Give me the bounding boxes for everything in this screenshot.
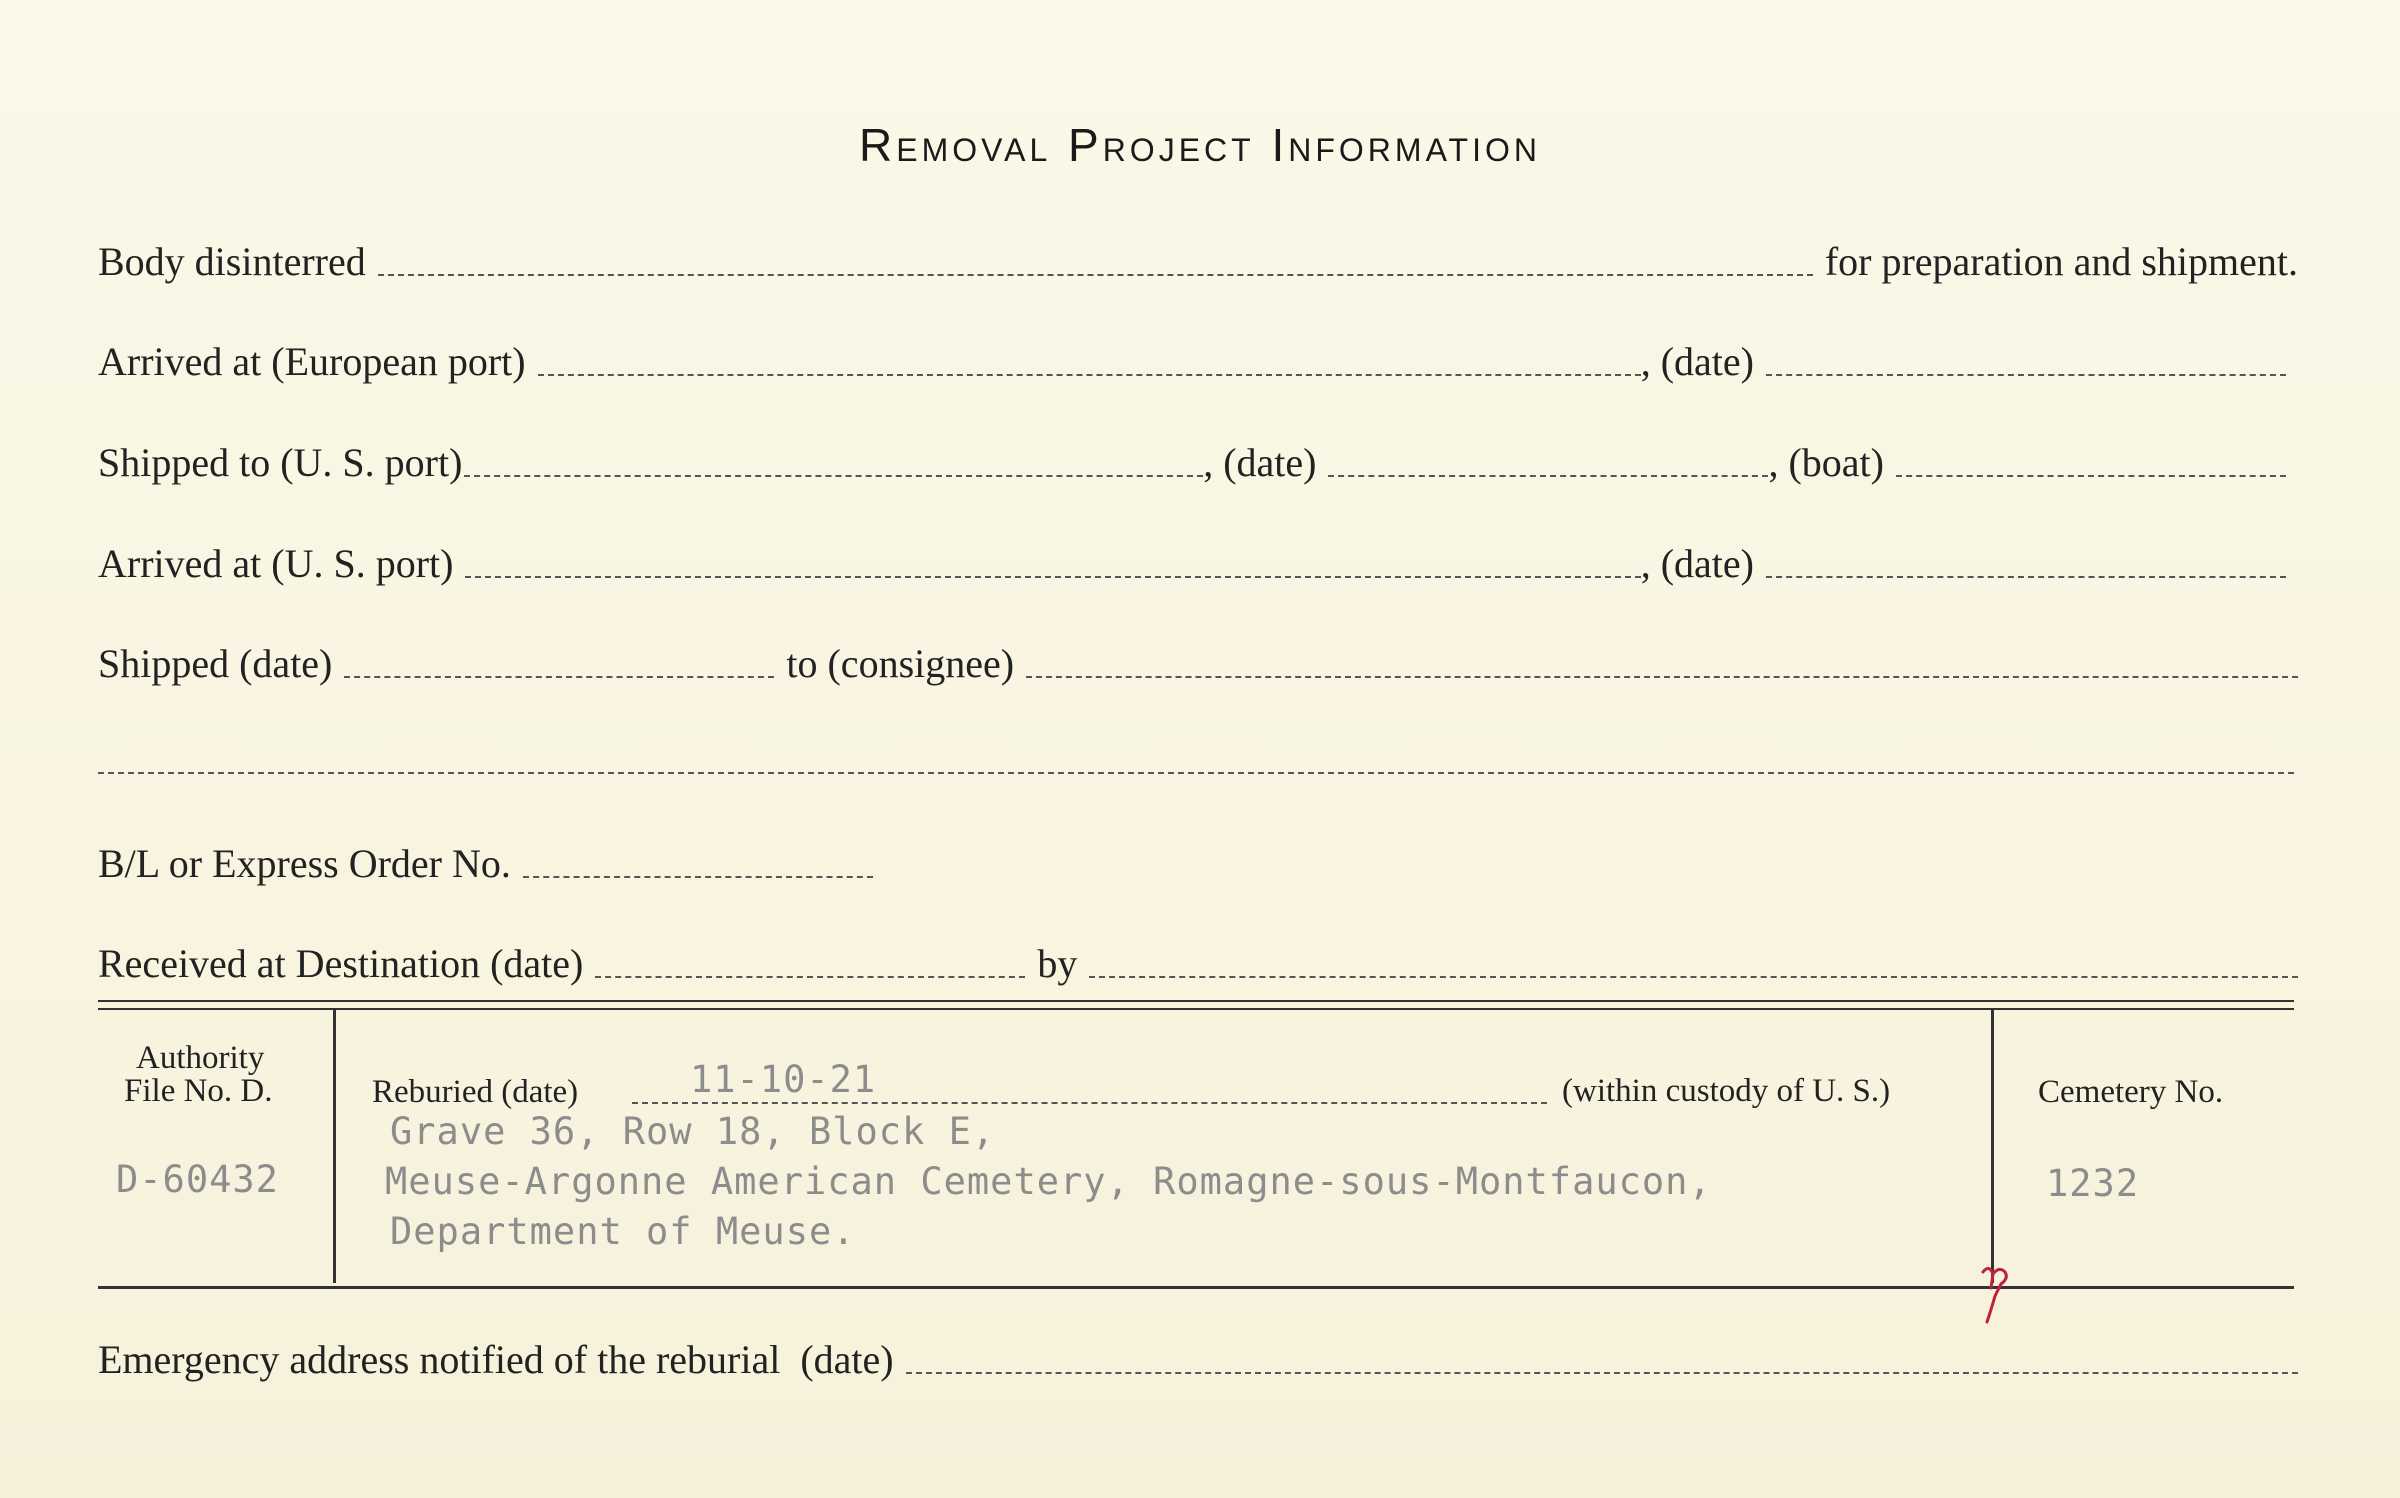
consignee-label: to (consignee)	[786, 641, 1015, 686]
reburied-date-value: 11-10-21	[690, 1058, 877, 1101]
shipped-us-port-field[interactable]	[464, 475, 1203, 477]
arrived-eu-label: Arrived at (European port)	[98, 339, 526, 384]
cemetery-no-label: Cemetery No.	[2038, 1074, 2224, 1110]
arrived-eu-port-field[interactable]	[538, 374, 1641, 376]
custody-label: (within custody of U. S.)	[1562, 1073, 1891, 1109]
box-top-double-rule	[98, 1000, 2294, 1010]
shipped-us-date-label: , (date)	[1203, 440, 1317, 485]
received-label: Received at Destination (date)	[98, 941, 584, 986]
box-divider-left	[333, 1010, 336, 1283]
body-disinterred-label: Body disinterred	[98, 239, 366, 284]
arrived-us-label: Arrived at (U. S. port)	[98, 541, 454, 586]
row-shipped-date	[98, 640, 2298, 690]
received-by-field[interactable]	[1089, 976, 2298, 978]
grave-location-line3: Department of Meuse.	[390, 1210, 856, 1253]
emergency-date-field[interactable]	[906, 1372, 2298, 1374]
arrived-us-date-field[interactable]	[1766, 576, 2286, 578]
row-arrived-us	[98, 540, 2298, 590]
emergency-label: Emergency address notified of the reburial (date)	[98, 1337, 894, 1382]
page-title: Removal Project Information	[859, 119, 1541, 171]
row-received	[98, 940, 2298, 990]
bl-order-field[interactable]	[523, 876, 873, 878]
shipped-us-boat-label: , (boat)	[1768, 440, 1884, 485]
consignee-field[interactable]	[1026, 676, 2298, 678]
grave-location-line1: Grave 36, Row 18, Block E,	[390, 1110, 996, 1153]
row-bl-order	[98, 840, 2298, 890]
grave-location-line2: Meuse-Argonne American Cemetery, Romagne-sous-Montfaucon,	[385, 1160, 1712, 1203]
row-shipped-us	[98, 439, 2298, 489]
bl-order-label: B/L or Express Order No.	[98, 841, 511, 886]
consignee-continuation-field[interactable]	[98, 772, 2294, 774]
row-emergency	[98, 1336, 2298, 1386]
arrived-eu-date-label: , (date)	[1640, 339, 1754, 384]
cemetery-no-value: 1232	[2046, 1162, 2140, 1205]
box-divider-right	[1991, 1010, 1994, 1283]
body-disinterred-field[interactable]	[378, 274, 1813, 276]
body-disinterred-suffix: for preparation and shipment.	[1824, 239, 2298, 284]
authority-label-line2: File No. D.	[124, 1073, 273, 1109]
arrived-us-date-label: , (date)	[1640, 541, 1754, 586]
authority-label-line1: Authority	[136, 1040, 265, 1076]
authority-file-value: D-60432	[116, 1158, 279, 1201]
box-bottom-rule	[98, 1286, 2294, 1289]
received-date-field[interactable]	[595, 976, 1025, 978]
received-by-label: by	[1037, 941, 1078, 986]
reburied-date-field[interactable]	[632, 1102, 1547, 1104]
arrived-us-port-field[interactable]	[465, 576, 1640, 578]
row-arrived-european	[98, 338, 2298, 388]
shipped-us-label: Shipped to (U. S. port)	[98, 440, 463, 485]
reburied-label: Reburied (date)	[372, 1074, 579, 1110]
shipped-date-field[interactable]	[344, 676, 774, 678]
arrived-eu-date-field[interactable]	[1766, 374, 2286, 376]
red-pencil-initial-mark	[1975, 1258, 2017, 1326]
row-body-disinterred	[98, 238, 2298, 288]
shipped-date-label: Shipped (date)	[98, 641, 333, 686]
shipped-us-boat-field[interactable]	[1896, 475, 2286, 477]
shipped-us-date-field[interactable]	[1328, 475, 1768, 477]
